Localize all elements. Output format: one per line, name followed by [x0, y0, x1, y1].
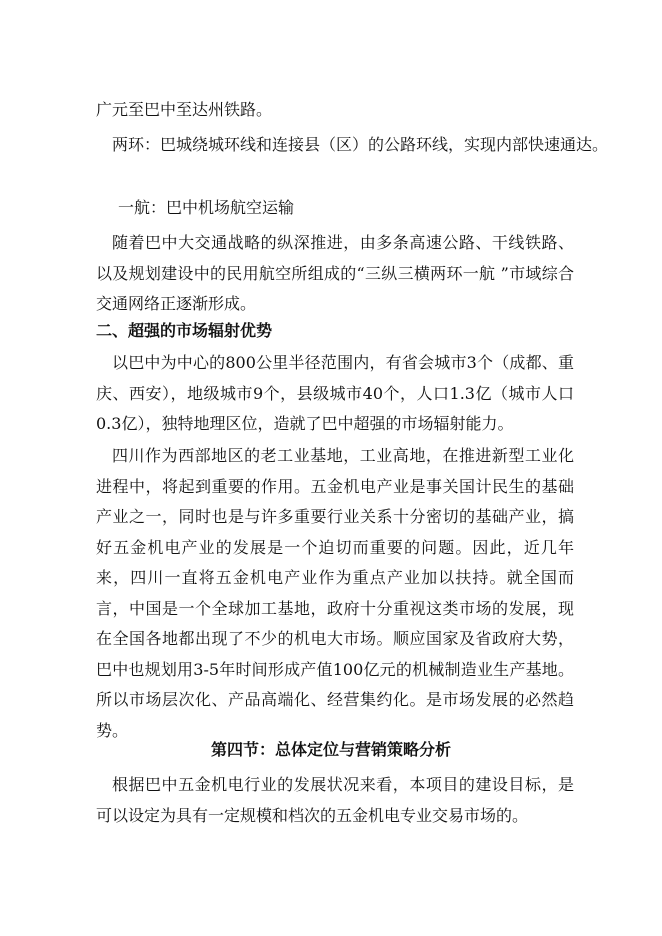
paragraph-project-goal: 根据巴中五金机电行业的发展状况来看，本项目的建设目标，是可以设定为具有一定规模和档次的五金机电专业交易市场的。 [96, 775, 574, 825]
heading-market-radiation: 二、超强的市场辐射优势 [96, 321, 273, 340]
paragraph-hardware-industry: 四川作为西部地区的老工业基地，工业高地，在推进新型工业化进程中，将起到重要的作用。五金机电产业是事关国计民生的基础产业之一，同时也是与许多重要行业关系十分密切的基础产业，搞好五金机电产业的发展是一个迫切而重要的问题。因此，近几年来，四川一直将五金机电产业作为重点产业加以扶持。就全国而言，中国是一个全球加工基地，政府十分重视这类市场的发展，现在全国各地都出现了不少的机电大市场。顺应国家及省政府大势，巴中也规划用3-5年时间形成产值100亿元的机械制造业生产基地。所以市场层次化、产品高端化、经营集约化。是市场发展的必然趋势。 [96, 446, 574, 740]
paragraph-traffic-network: 随着巴中大交通战略的纵深推进，由多条高速公路、干线铁路、以及规划建设中的民用航空所组成的“三纵三横两环一航 ”市域综合交通网络正逐渐形成。 [96, 233, 574, 313]
text-line-railway: 广元至巴中至达州铁路。 [96, 100, 273, 119]
text-line-one-airport: 一航：巴中机场航空运输 [118, 198, 295, 217]
paragraph-market-radius: 以巴中为中心的800公里半径范围内，有省会城市3个（成都、重庆、西安），地级城市9个，县级城市40个，人口1.3亿（城市人口0.3亿），独特地理区位，造就了巴中超强的市场辐射能力。 [96, 353, 574, 433]
text-line-two-rings: 两环：巴城绕城环线和连接县（区）的公路环线，实现内部快速通达。 [112, 135, 609, 154]
section-title-positioning: 第四节：总体定位与营销策略分析 [210, 740, 451, 759]
